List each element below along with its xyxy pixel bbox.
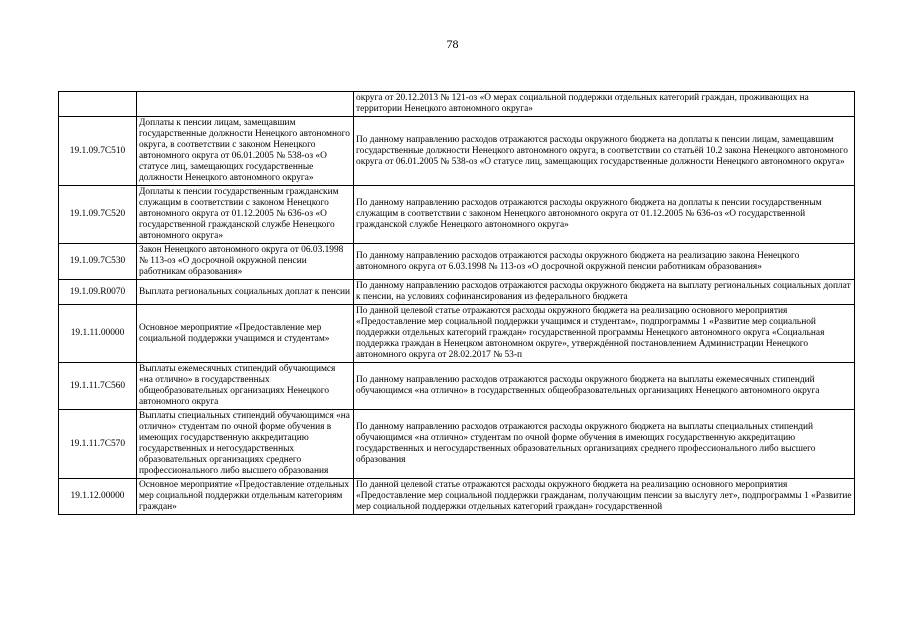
- table-row: [59, 244, 855, 280]
- row-name: [137, 92, 354, 117]
- row-description: По данному направлению расходов отражаются расходы окружного бюджета на выплаты специальных стипендий обучающимся «на отлично» студентам по очной форме обучения в имеющих государственную аккредитацию государственных и негосударственных образовательных организациях среднего профессионального либо высшего образования: [354, 410, 855, 479]
- table-row: [59, 92, 855, 117]
- row-code: 19.1.11.7С560: [59, 363, 137, 410]
- row-code: 19.1.09.7С510: [59, 117, 137, 186]
- table-row: [59, 186, 855, 244]
- row-description: По данному направлению расходов отражаются расходы окружного бюджета на выплату региональных социальных доплат к пенсии, на условиях софинансирования из федерального бюджета: [354, 280, 855, 305]
- row-name: Основное мероприятие «Предоставление отдельных мер социальной поддержки отдельным категориям граждан»: [137, 479, 354, 515]
- row-description: По данной целевой статье отражаются расходы окружного бюджета на реализацию основного мероприятия «Предоставление мер социальной поддержки учащимся и студентам», подпрограммы 1 «Развитие мер социальной поддержки отдельных категорий граждан» государственной программы Ненецкого автономного округа «Социальная поддержка граждан в Ненецком автономном округе», утверждённой постановлением Администрации Ненецкого автономного округа от 28.02.2017 № 53-п: [354, 305, 855, 363]
- page-number: 78: [446, 37, 459, 51]
- row-description: По данному направлению расходов отражаются расходы окружного бюджета на реализацию закона Ненецкого автономного округа от 6.03.1998 № 113-оз «О досрочной окружной пенсии работникам образования»: [354, 244, 855, 280]
- row-description: По данному направлению расходов отражаются расходы окружного бюджета на доплаты к пенсии государственным служащим в соответствии с законом Ненецкого автономного округа от 01.12.2005 № 636-оз «О государственной гражданской службе Ненецкого автономного округа»: [354, 186, 855, 244]
- table-row: [59, 305, 855, 363]
- row-description: По данной целевой статье отражаются расходы окружного бюджета на реализацию основного мероприятия «Предоставление мер социальной поддержки гражданам, получающим пенсии за выслугу лет», подпрограммы 1 «Развитие мер социальной поддержки отдельных категорий граждан» государственной: [354, 479, 855, 515]
- row-code: 19.1.09.R0070: [59, 280, 137, 305]
- row-description: По данному направлению расходов отражаются расходы окружного бюджета на доплаты к пенсии лицам, замещавшим государственные должности Ненецкого автономного округа, в соответствии со статьёй 10.2 закона Ненецкого автономного округа от 06.01.2005 № 538-оз «О статусе лиц, замещающих государственные должности Ненецкого автономного округа»: [354, 117, 855, 186]
- row-name: Выплата региональных социальных доплат к пенсии: [137, 280, 354, 305]
- row-code: 19.1.12.00000: [59, 479, 137, 515]
- row-code: [59, 92, 137, 117]
- row-code: 19.1.09.7С520: [59, 186, 137, 244]
- table-row: [59, 117, 855, 186]
- row-code: 19.1.11.7С570: [59, 410, 137, 479]
- row-name: Выплаты ежемесячных стипендий обучающимся «на отлично» в государственных общеобразовательных организациях Ненецкого автономного округа: [137, 363, 354, 410]
- table-row: [59, 479, 855, 515]
- budget-classification-table: [58, 91, 855, 515]
- row-description: По данному направлению расходов отражаются расходы окружного бюджета на выплаты ежемесячных стипендий обучающимся «на отлично» в государственных общеобразовательных организациях Ненецкого автономного округа: [354, 363, 855, 410]
- table-row: [59, 410, 855, 479]
- row-name: Основное мероприятие «Предоставление мер социальной поддержки учащимся и студентам»: [137, 305, 354, 363]
- row-name: Доплаты к пенсии государственным гражданским служащим в соответствии с законом Ненецкого автономного округа от 01.12.2005 № 636-оз «О государственной гражданской службе Ненецкого автономного округа»: [137, 186, 354, 244]
- row-name: Выплаты специальных стипендий обучающимся «на отлично» студентам по очной форме обучения в имеющих государственную аккредитацию государственных и негосударственных образовательных организациях среднего профессионального либо высшего образования: [137, 410, 354, 479]
- row-code: 19.1.09.7С530: [59, 244, 137, 280]
- row-code: 19.1.11.00000: [59, 305, 137, 363]
- table-row: [59, 280, 855, 305]
- row-name: Доплаты к пенсии лицам, замещавшим государственные должности Ненецкого автономного округа, в соответствии с законом Ненецкого автономного округа от 06.01.2005 № 538-оз «О статусе лиц, замещающих государственные должности Ненецкого автономного округа»: [137, 117, 354, 186]
- row-name: Закон Ненецкого автономного округа от 06.03.1998 № 113-оз «О досрочной окружной пенсии работникам образования»: [137, 244, 354, 280]
- row-description: округа от 20.12.2013 № 121-оз «О мерах социальной поддержки отдельных категорий граждан, проживающих на территории Ненецкого автономного округа»: [354, 92, 855, 117]
- table-row: [59, 363, 855, 410]
